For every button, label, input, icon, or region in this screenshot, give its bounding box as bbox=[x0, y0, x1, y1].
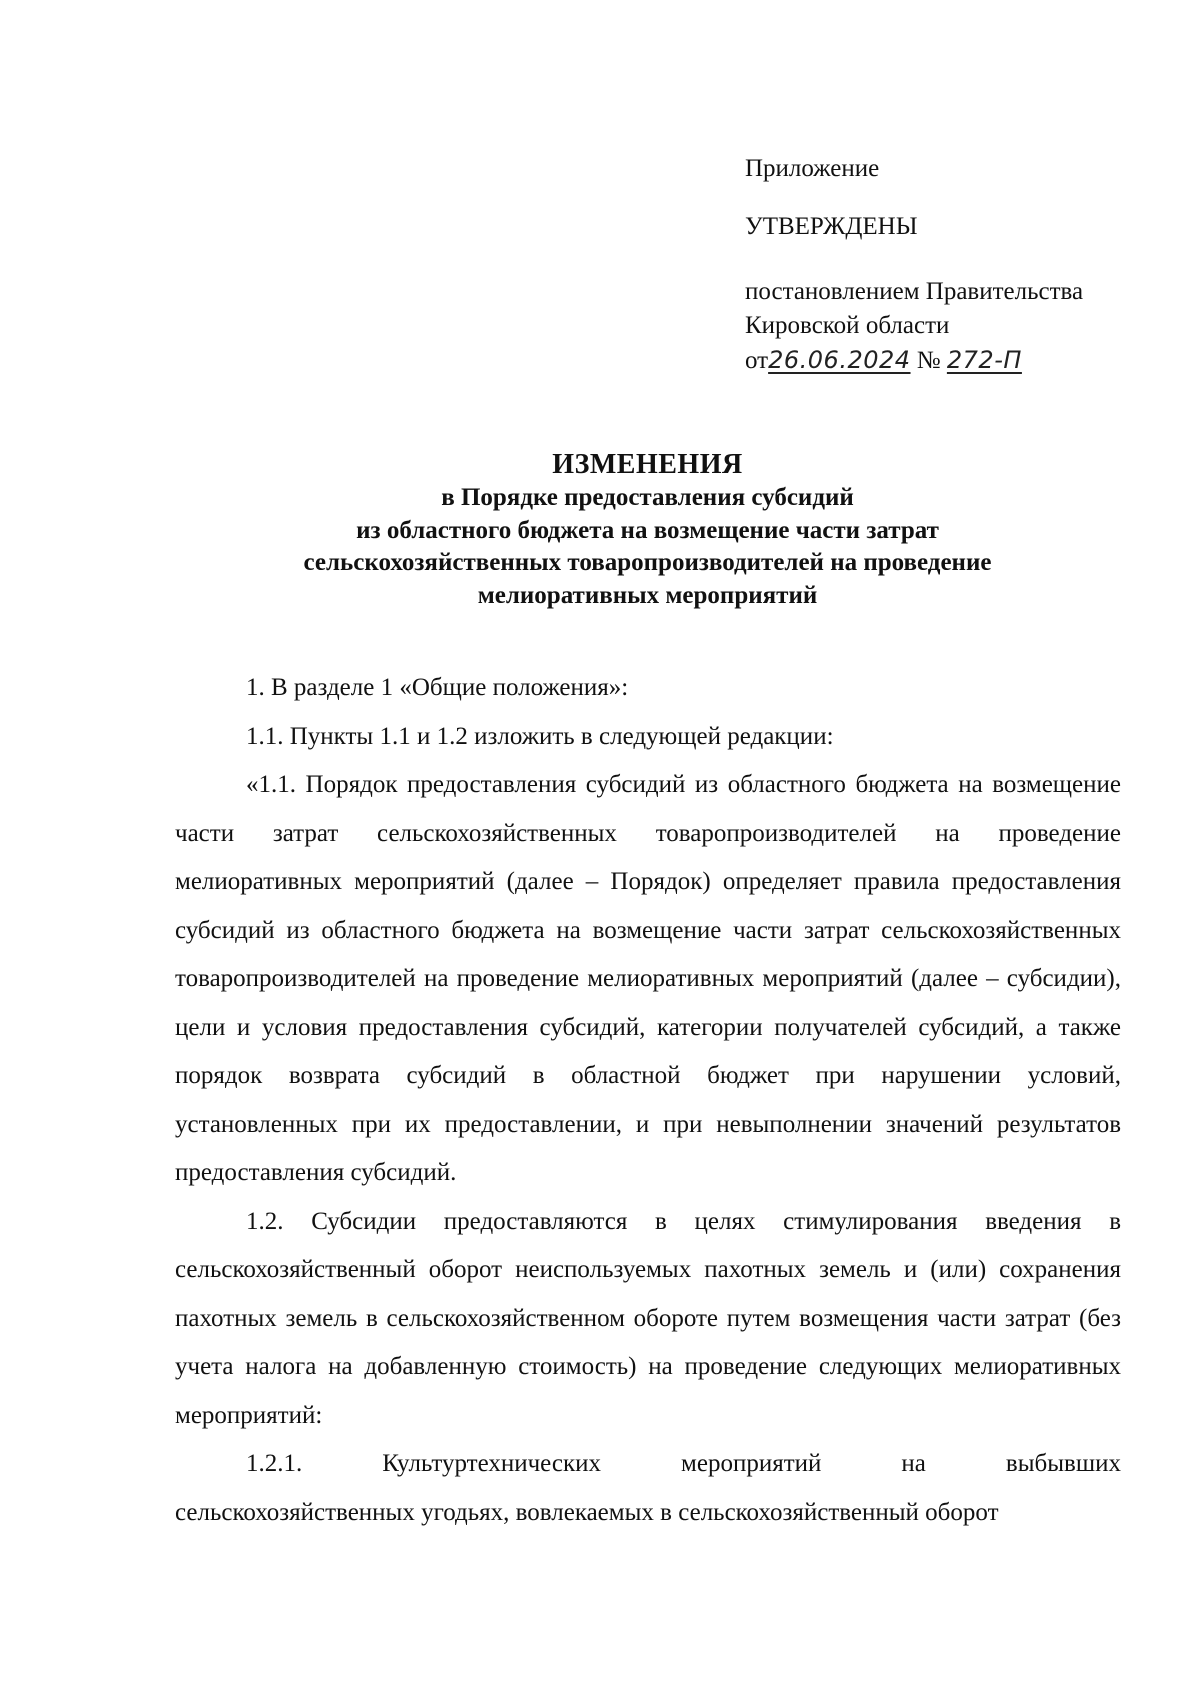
paragraph-1-1-intro: 1.1. Пункты 1.1 и 1.2 изложить в следующей редакции: bbox=[246, 722, 834, 750]
paragraph-1-1: «1.1. Порядок предоставления субсидий из областного бюджета на возмещение части затрат сельскохозяйственных товаропроизводителей на проведение мелиоративных мероприятий (далее – Порядок) определяет правила предоставления субсидий из областного бюджета на возмещение части затрат сельскохозяйственных товаропроизводителей на проведение мелиоративных мероприятий (далее – субсидии), цели и условия предоставления субсидий, категории получателей субсидий, а также порядок возврата субсидий в областной бюджет при нарушении условий, установленных при их предоставлении, и при невыполнении значений результатов предоставления субсидий. bbox=[175, 771, 1121, 1186]
resolution-line-1: постановлением Правительства bbox=[745, 278, 1084, 305]
title-line-3: сельскохозяйственных товаропроизводителей на проведение bbox=[303, 549, 992, 576]
clause-1-2-1-word-4: выбывших bbox=[1005, 1450, 1121, 1477]
resolution-reference bbox=[745, 343, 1165, 378]
handwritten-date: 26.06.2024 bbox=[768, 346, 911, 374]
date-prefix: от bbox=[745, 347, 769, 374]
clause-1-2-1-word-2: мероприятий bbox=[681, 1450, 822, 1477]
number-prefix: № bbox=[916, 347, 941, 374]
paragraph-1-2: 1.2. Субсидии предоставляются в целях стимулирования введения в сельскохозяйственный оборот неиспользуемых пахотных земель и (или) сохранения пахотных земель в сельскохозяйственном обороте путем возмещения части затрат (без учета налога на добавленную стоимость) на проведение следующих мелиоративных мероприятий: bbox=[175, 1207, 1121, 1429]
clause-1-2-1-continuation: сельскохозяйственных угодьях, вовлекаемых в сельскохозяйственный оборот bbox=[175, 1498, 999, 1526]
appendix-label: Приложение bbox=[745, 155, 880, 182]
clause-1-2-1-number: 1.2.1. bbox=[246, 1450, 303, 1477]
title-main: ИЗМЕНЕНИЯ bbox=[552, 449, 743, 480]
document-title bbox=[175, 448, 1120, 612]
paragraph-section-1: 1. В разделе 1 «Общие положения»: bbox=[246, 674, 629, 701]
clause-1-2-1-word-1: Культуртехнических bbox=[382, 1450, 602, 1477]
approval-block bbox=[745, 152, 1165, 378]
clause-1-2-1-head bbox=[175, 1440, 1121, 1489]
document-body bbox=[175, 664, 1121, 1537]
clause-1-2-1-word-3: на bbox=[901, 1450, 926, 1477]
title-line-2: из областного бюджета на возмещение части затрат bbox=[356, 516, 939, 544]
resolution-line-2: Кировской области bbox=[745, 312, 950, 339]
title-line-4: мелиоративных мероприятий bbox=[477, 581, 818, 609]
title-line-1: в Порядке предоставления субсидий bbox=[441, 484, 854, 511]
handwritten-number: 272-П bbox=[946, 346, 1022, 374]
approved-label: УТВЕРЖДЕНЫ bbox=[745, 213, 918, 240]
